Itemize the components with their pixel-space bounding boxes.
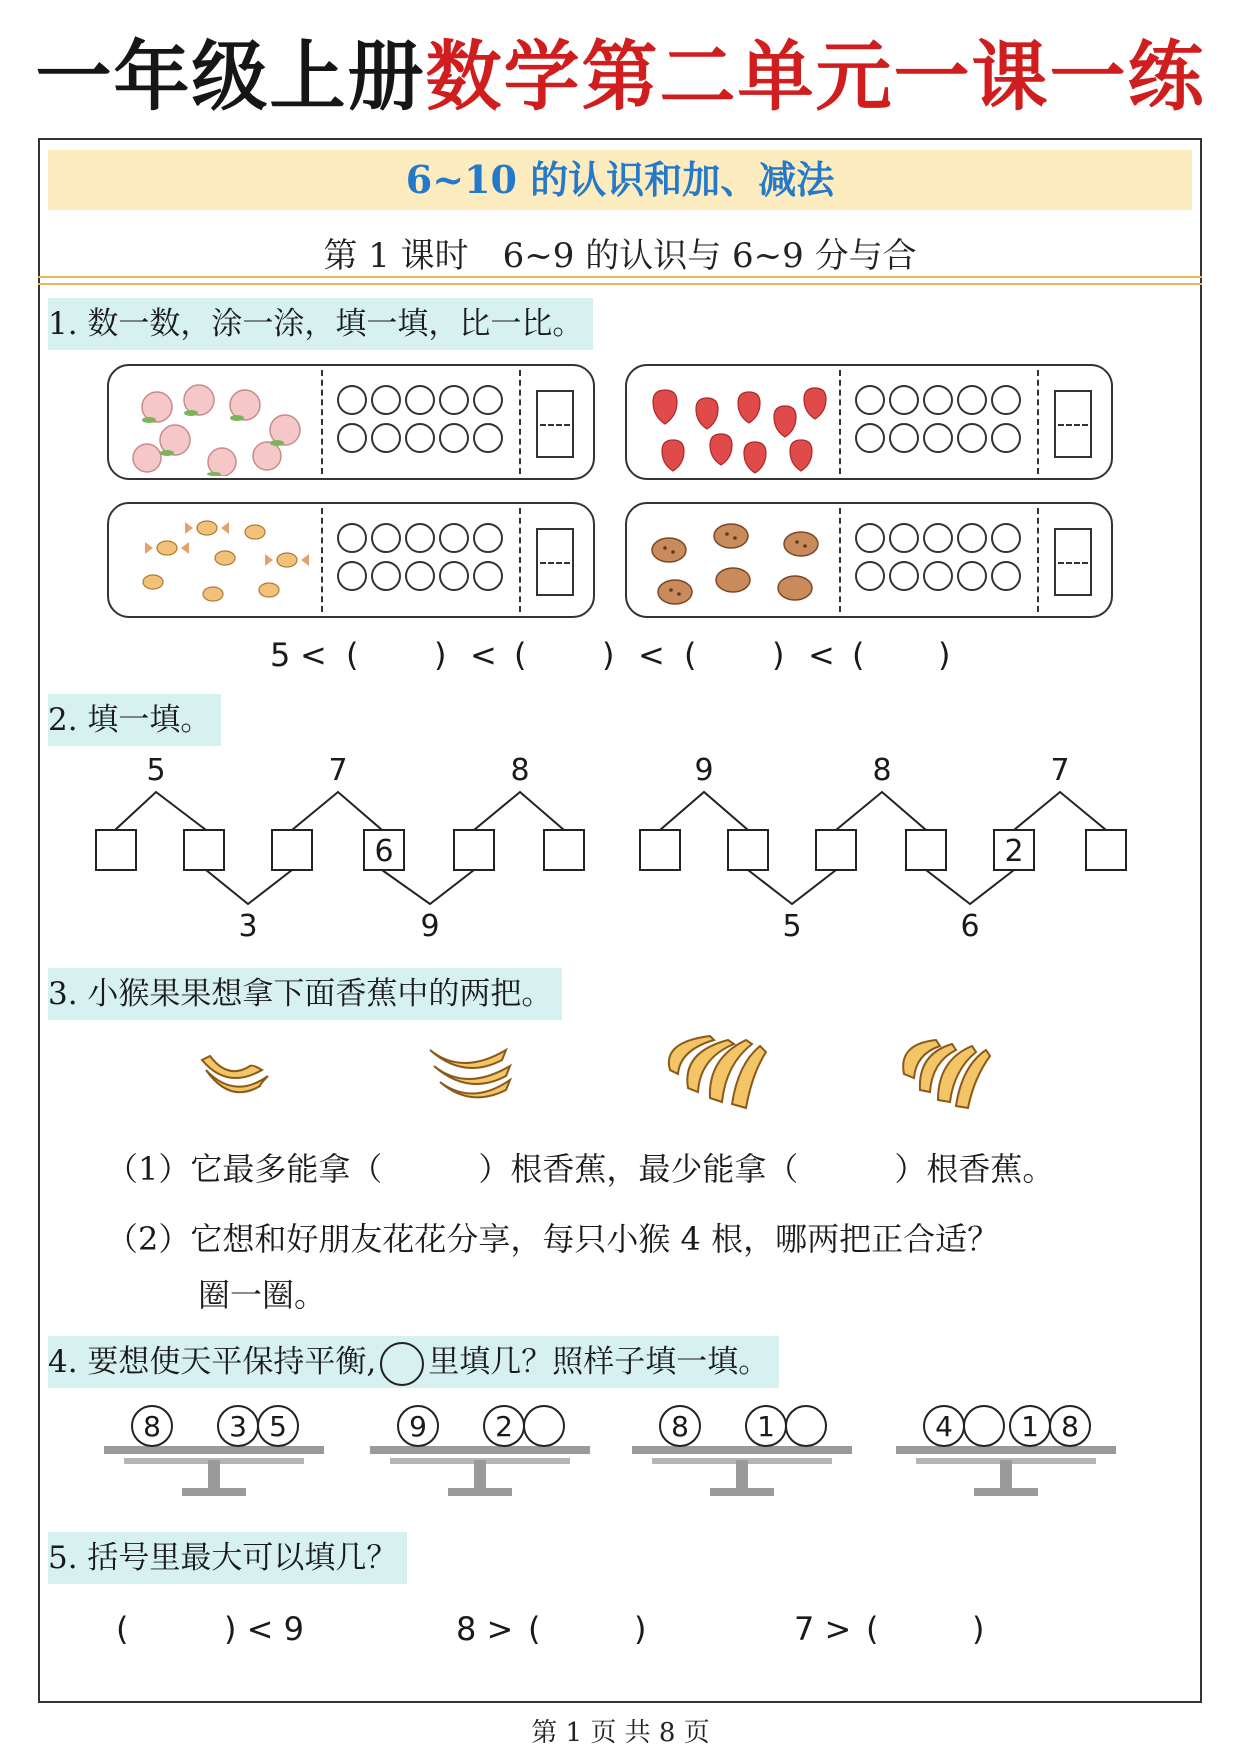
zigzag-top-number: 9	[694, 753, 714, 788]
strawberry-icon	[645, 372, 835, 476]
weight-number: 2	[495, 1410, 513, 1443]
banana-bunches	[190, 1030, 1010, 1120]
divider	[38, 276, 1202, 278]
answer-box[interactable]	[536, 390, 574, 458]
question-5-prompt: 5. 括号里最大可以填几？	[48, 1532, 407, 1584]
question-3-part-2-cont: 圈一圈。	[198, 1276, 327, 1314]
count-panel-strawberry	[625, 364, 1113, 480]
weight-number: 1	[757, 1410, 775, 1443]
question-1-prompt: 1. 数一数，涂一涂，填一填，比一比。	[48, 298, 593, 350]
unit-title: 6~10 的认识和加、减法	[405, 157, 835, 202]
answer-box[interactable]	[536, 528, 574, 596]
blank-box	[184, 830, 224, 870]
zigzag-top-number: 7	[1050, 753, 1070, 788]
weight-circle	[786, 1406, 826, 1446]
zigzag-bottom-number: 3	[238, 909, 258, 944]
banana-icon	[430, 1050, 510, 1097]
circle-grid[interactable]	[853, 521, 1033, 597]
blank-box	[454, 830, 494, 870]
weight-circle	[964, 1406, 1004, 1446]
unit-banner	[48, 150, 1192, 210]
balance-scale	[370, 1406, 590, 1496]
candy-icon	[127, 510, 317, 614]
title-grade: 一年级上册	[35, 32, 426, 121]
q5-item-3: 7 >	[794, 1610, 852, 1648]
question-3-prompt: 3. 小猴果果想拿下面香蕉中的两把。	[48, 968, 562, 1020]
circle-grid[interactable]	[335, 521, 515, 597]
circle-icon	[380, 1342, 424, 1386]
zigzag-box-number: 2	[1004, 834, 1024, 869]
blank-box	[640, 830, 680, 870]
zigzag-box-number: 6	[374, 834, 394, 869]
number-zigzag	[0, 750, 1241, 950]
balance-scale	[896, 1406, 1116, 1496]
blank-box	[96, 830, 136, 870]
question-3-part-1: （1）它最多能拿（ ）根香蕉，最少能拿（ ）根香蕉。	[106, 1150, 1055, 1188]
count-panel-cookie	[625, 502, 1113, 618]
balance-scale	[104, 1406, 324, 1496]
weight-number: 5	[269, 1410, 287, 1443]
zigzag-top-number: 8	[510, 753, 530, 788]
divider	[38, 283, 1202, 285]
compare-start: 5	[270, 636, 291, 674]
weight-number: 1	[1021, 1410, 1039, 1443]
banana-icon	[669, 1036, 766, 1108]
weight-number: 4	[935, 1410, 953, 1443]
blank-box	[728, 830, 768, 870]
question-3-part-2: （2）它想和好朋友花花分享，每只小猴 4 根，哪两把正合适？	[106, 1220, 1000, 1258]
weight-number: 8	[1061, 1410, 1079, 1443]
answer-box[interactable]	[1054, 528, 1092, 596]
circle-grid[interactable]	[853, 383, 1033, 459]
banana-icon	[903, 1040, 990, 1108]
balance-scale	[632, 1406, 852, 1496]
weight-number: 8	[143, 1410, 161, 1443]
count-panel-candy	[107, 502, 595, 618]
title-unit: 数学第二单元一课一练	[425, 32, 1206, 121]
zigzag-bottom-number: 5	[782, 909, 802, 944]
weight-number: 8	[671, 1410, 689, 1443]
blank-box	[816, 830, 856, 870]
balance-scales	[0, 1404, 1241, 1514]
zigzag-bottom-number: 6	[960, 909, 980, 944]
blank-box	[906, 830, 946, 870]
weight-circle	[524, 1406, 564, 1446]
page-title	[0, 28, 1241, 127]
answer-box[interactable]	[1054, 390, 1092, 458]
zigzag-bottom-number: 9	[420, 909, 440, 944]
weight-number: 9	[409, 1410, 427, 1443]
zigzag-top-number: 8	[872, 753, 892, 788]
peach-icon	[127, 372, 317, 476]
count-panel-peach	[107, 364, 595, 480]
circle-grid[interactable]	[335, 383, 515, 459]
banana-icon	[202, 1056, 268, 1092]
q5-item-1: ) < 9	[224, 1610, 304, 1648]
zigzag-top-number: 5	[146, 753, 166, 788]
zigzag-top-number: 7	[328, 753, 348, 788]
blank-box	[1086, 830, 1126, 870]
cookie-icon	[645, 510, 835, 614]
lesson-title: 第 1 课时 6~9 的认识与 6~9 分与合	[323, 236, 917, 276]
question-2-prompt: 2. 填一填。	[48, 694, 221, 746]
question-4-prompt: 4. 要想使天平保持平衡, 里填几？照样子填一填。	[48, 1336, 779, 1388]
weight-number: 3	[229, 1410, 247, 1443]
q5-item-2: 8 >	[456, 1610, 514, 1648]
blank-box	[544, 830, 584, 870]
page-footer: 第 1 页 共 8 页	[531, 1718, 710, 1748]
blank-box	[272, 830, 312, 870]
